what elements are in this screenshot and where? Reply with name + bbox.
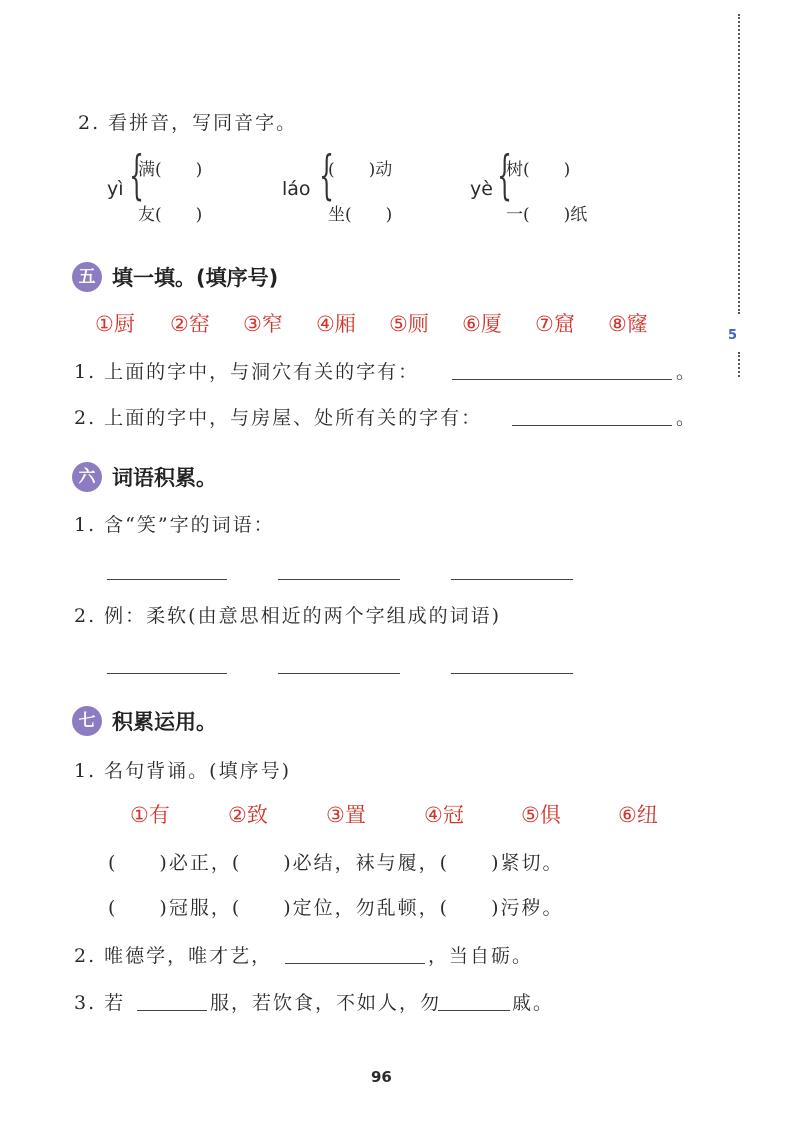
char-option: ⑥纽 (618, 803, 658, 827)
pinyin-ye: yè (470, 178, 493, 200)
answer-blank[interactable] (451, 579, 573, 580)
section-badge-6: 六 (72, 462, 102, 492)
recitation-line-1[interactable]: ( )必正，( )必结，袜与履，( )紧切。 (108, 852, 564, 874)
answer-blank[interactable] (285, 963, 425, 964)
section-6-question-1: 1. 含“笑”字的词语： (74, 514, 275, 536)
section-7-question-1: 1. 名句背诵。(填序号) (74, 760, 291, 782)
group2-line1[interactable]: ( )动 (328, 160, 393, 180)
char-option: ①有 (130, 803, 170, 827)
section-7-question-3-middle: 服，若饮食，不如人，勿 (210, 992, 442, 1014)
char-option: ⑦窟 (535, 312, 575, 336)
char-option: ⑧窿 (608, 312, 648, 336)
char-option: ②致 (228, 803, 268, 827)
char-option: ④冠 (424, 803, 464, 827)
section-7-question-3-end: 戚。 (512, 992, 555, 1014)
section-5-title: 填一填。(填序号) (112, 266, 279, 290)
answer-blank[interactable] (107, 579, 227, 580)
char-option: ③窄 (243, 312, 283, 336)
question-2-title: 2. 看拼音，写同音字。 (78, 112, 298, 134)
section-badge-7: 七 (72, 706, 102, 736)
section-6-question-2: 2. 例：柔软(由意思相近的两个字组成的词语) (74, 605, 501, 627)
char-option: ④厢 (316, 312, 356, 336)
char-option: ①厨 (95, 312, 135, 336)
pinyin-yi: yì (107, 178, 124, 200)
page-edge-dotted-line-lower (738, 352, 740, 377)
group1-line2[interactable]: 友( ) (138, 205, 203, 225)
section-5-question-2: 2. 上面的字中，与房屋、处所有关的字有： (74, 407, 483, 429)
group1-line1[interactable]: 满( ) (138, 160, 203, 180)
section-badge-5: 五 (72, 262, 102, 292)
answer-blank[interactable] (137, 1010, 207, 1011)
section-7-question-2-start: 2. 唯德学，唯才艺， (74, 945, 273, 967)
period: 。 (676, 361, 698, 383)
pinyin-lao: láo (282, 178, 311, 200)
char-option: ⑤厕 (389, 312, 429, 336)
answer-blank[interactable] (278, 579, 400, 580)
section-7-question-3-start: 3. 若 (74, 992, 126, 1014)
page-edge-dotted-line (738, 14, 740, 314)
group3-line2[interactable]: 一( )纸 (506, 205, 588, 225)
recitation-line-2[interactable]: ( )冠服，( )定位，勿乱顿，( )污秽。 (108, 897, 564, 919)
period: 。 (676, 407, 698, 429)
page-number: 96 (371, 1068, 392, 1086)
section-7-question-2-end: ，当自砺。 (428, 945, 534, 967)
char-option: ⑤俱 (521, 803, 561, 827)
brace: { (129, 146, 144, 206)
answer-blank[interactable] (451, 673, 573, 674)
section-5-question-1: 1. 上面的字中，与洞穴有关的字有： (74, 361, 420, 383)
brace: { (319, 146, 334, 206)
side-tab: 5 (728, 328, 738, 343)
answer-blank[interactable] (452, 379, 672, 380)
char-option: ③置 (326, 803, 366, 827)
brace: { (497, 146, 512, 206)
answer-blank[interactable] (438, 1010, 510, 1011)
section-7-title: 积累运用。 (112, 710, 217, 734)
answer-blank[interactable] (512, 425, 672, 426)
group3-line1[interactable]: 树( ) (506, 160, 571, 180)
char-option: ⑥厦 (462, 312, 502, 336)
answer-blank[interactable] (278, 673, 400, 674)
section-6-title: 词语积累。 (112, 466, 217, 490)
group2-line2[interactable]: 坐( ) (328, 205, 393, 225)
char-option: ②窑 (170, 312, 210, 336)
answer-blank[interactable] (107, 673, 227, 674)
